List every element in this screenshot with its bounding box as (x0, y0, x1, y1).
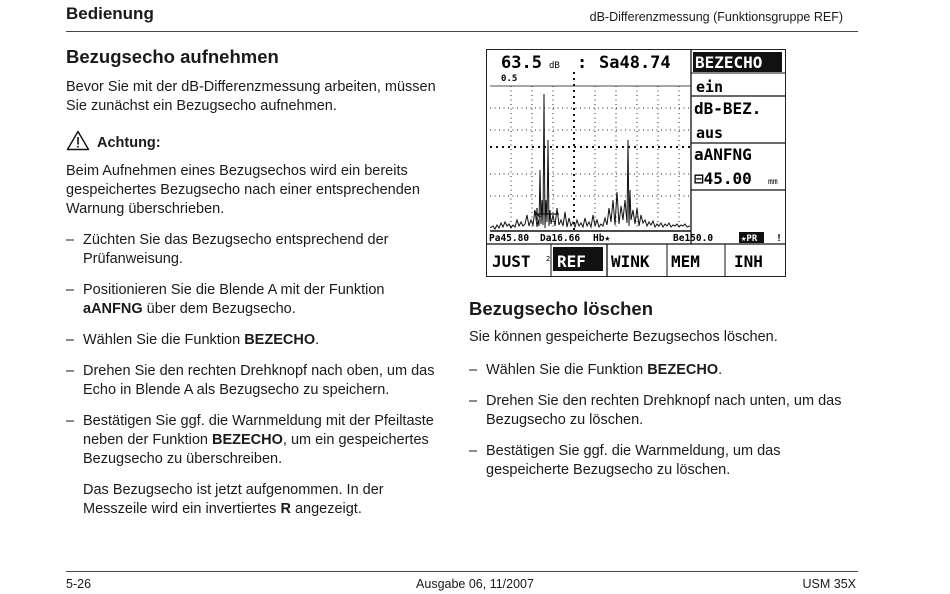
gain-readout: 63.5 (501, 53, 542, 73)
section-title-delete: Bezugsecho löschen (469, 298, 654, 319)
list-item: – Wählen Sie die Funktion BEZECHO. (469, 362, 723, 378)
page-number: 5-26 (66, 577, 92, 591)
warning-title: Achtung: (97, 135, 161, 151)
gain-unit: dB (549, 61, 560, 71)
list-item: – Drehen Sie den rechten Drehknopf nach unten, um das Bezugsecho zu löschen. (469, 393, 842, 428)
menu-item-db-bez: dB-BEZ. (694, 99, 762, 118)
menu-item-aanfng: aANFNG (694, 145, 752, 164)
gain-step: 0.5 (501, 74, 518, 84)
page-header-subtitle: dB-Differenzmessung (Funktionsgruppe REF) (589, 10, 843, 24)
softkey-just[interactable]: JUST (492, 252, 531, 271)
page-header-title: Bedienung (66, 4, 154, 23)
list-item: – Züchten Sie das Bezugsecho entsprechend der Prüfanweisung. (66, 232, 389, 267)
softkey-row (492, 244, 763, 276)
status-da: Da16.66 (540, 233, 581, 244)
ascan-echo-trace (490, 94, 690, 229)
section-title-record: Bezugsecho aufnehmen (66, 46, 279, 67)
menu-value-db-bez: aus (696, 124, 724, 142)
softkey-divider-digit: 2 (546, 255, 551, 263)
list-item: – Drehen Sie den rechten Drehknopf nach oben, um das Echo in Blende A als Bezugsecho zu speichern. (66, 363, 435, 398)
status-hb: Hb★ (593, 233, 611, 244)
status-flag: ★PR (741, 234, 758, 244)
list-item: – Bestätigen Sie ggf. die Warnmeldung mit der Pfeiltaste neben der Funktion BEZECHO, um ein gespeichertes Bezugsecho zu überschreiben. (66, 413, 434, 467)
status-be: Be150.0 (673, 233, 714, 244)
delete-steps-list (469, 361, 849, 480)
ascan-grid (490, 50, 691, 244)
left-column (66, 46, 446, 519)
list-item: – Wählen Sie die Funktion BEZECHO. (66, 332, 320, 348)
intro-paragraph: Bevor Sie mit der dB-Differenzmessung arbeiten, müssen Sie zunächst ein Bezugsecho aufnehmen. (66, 79, 436, 114)
menu-value-bezecho: ein (696, 78, 724, 96)
edition-label: Ausgabe 06, 11/2007 (416, 577, 534, 591)
delete-intro: Sie können gespeicherte Bezugsechos löschen. (469, 329, 778, 345)
warning-triangle-icon (66, 130, 90, 156)
header-rule (66, 31, 858, 32)
warning-text: Beim Aufnehmen eines Bezugsechos wird ein bereits gespeichertes Bezugsecho nach einer entsprechenden Warnung überschrieben. (66, 163, 420, 217)
softkey-ref[interactable]: REF (557, 252, 586, 271)
list-item: – Bestätigen Sie ggf. die Warnmeldung, um das gespeicherte Bezugsecho zu löschen. (469, 443, 781, 478)
status-warning: ! (776, 233, 783, 244)
device-display (486, 49, 786, 277)
warning-heading (66, 130, 446, 156)
list-item: – Positionieren Sie die Blende A mit der Funktion aANFNG über dem Bezugsecho. (66, 282, 385, 317)
result-note: Das Bezugsecho ist jetzt aufgenommen. In der Messzeile wird ein invertiertes R angezeigt. (83, 482, 384, 517)
softkey-inh[interactable]: INH (734, 252, 763, 271)
product-name: USM 35X (802, 577, 856, 591)
menu-value-aanfng-unit: mm (768, 177, 778, 186)
record-steps-list (66, 231, 446, 469)
function-menu (691, 52, 785, 190)
footer-rule (66, 571, 858, 572)
softkey-wink[interactable]: WINK (611, 252, 650, 271)
device-display-graphic (487, 50, 785, 276)
separator-colon: : (577, 53, 588, 73)
menu-item-bezecho: BEZECHO (695, 53, 763, 72)
softkey-mem[interactable]: MEM (671, 252, 700, 271)
sound-path-readout: Sa48.74 (599, 53, 671, 73)
status-pa: Pa45.80 (489, 233, 530, 244)
menu-value-aanfng: ⊟45.00 (694, 169, 752, 188)
right-column (469, 298, 849, 492)
